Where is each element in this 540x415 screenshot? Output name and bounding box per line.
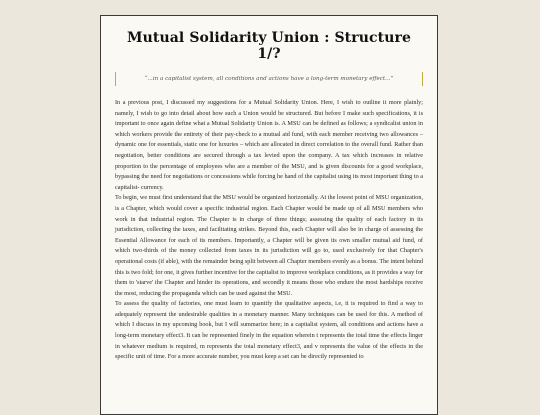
article-paragraph-1: In a previous post, I discussed my suggestions for a Mutual Solidarity Union. Here, I wish to outline it more plainly; namely, I wish to go into detail about how such a Union would be structured. But before I make such specifications, it is important to once again define what a Mutual Solidarity Union is. A MSU can be defined as follows; a syndicalist union in which workers provide the entirety of their pay-check to a mutual aid fund, with each member receiving two allowances – dynamic one for essentials, static one for luxuries – which are allocated in direct correlation to the overall fund. Rather than negotiation, better conditions are secured through a tax levied upon the company. A tax which increases in relative proportion to the percentage of employees who are a member of the MSU, and is given discounts for a good workplace, bypassing the need for negotiations or concessions while forcing he hand of the capitalist using its most important thing to a capitalist- currency. xyxy=(115,99,423,191)
article-title: Mutual Solidarity Union : Structure 1/? xyxy=(127,30,411,62)
article-paragraph-3: To assess the quality of factories, one must learn to quantify the qualitative aspects, i.e, it is required to find a way to adequately represent the undesirable qualities in a monetary manner. Many techniques can be used for this. A method of which I discuss in my upcoming book, but I will summarize here; in a capitalist system, all conditions and actions have a long-term monetary effect3. It can be represented finely in the equation wherein t represents the total time the effects linger in whatever medium is required, m represents the total monetary effect3, and v represents the value of the effects in the specific unit of time. For a more accurate number, you must keep a set can be directly represented to xyxy=(115,300,423,361)
article-page xyxy=(100,15,438,415)
epigraph-quote: “...in a capitalist system, all conditions and actions have a long-term monetary effect...” xyxy=(115,72,423,86)
article-body xyxy=(115,98,423,363)
article-paragraph-2: To begin, we must first understand that the MSU would be organized horizontally. At the lowest point of MSU organization, is a Chapter, which would cover a specific industrial region. Each Chapter would be made up of all MSU members who work in that industrial region. The Chapter is in charge of three things; assessing the quality of each factory in its jurisdiction, collecting the taxes, and facilitating strikes. Beyond this, each Chapter will also be in charge of assessing the Essential Allowance for each of its members. Importantly, a Chapter will be given its own smaller mutual aid fund, of which two-thirds of the money collected from taxes in its jurisdiction will go to, used exclusively for that Chapter's operational costs (if able), with the remainder being split between all Chapter members evenly as a bonus. The intent behind this is two fold; for one, it gives further incentive for the capitalist to improve workplace conditions, as it provides a way for them to 'starve' the Chapter and hinder its operations, and secondly it means those who endure the most hardships receive the most, reducing the propaganda which can be used against the MSU. xyxy=(115,194,423,297)
